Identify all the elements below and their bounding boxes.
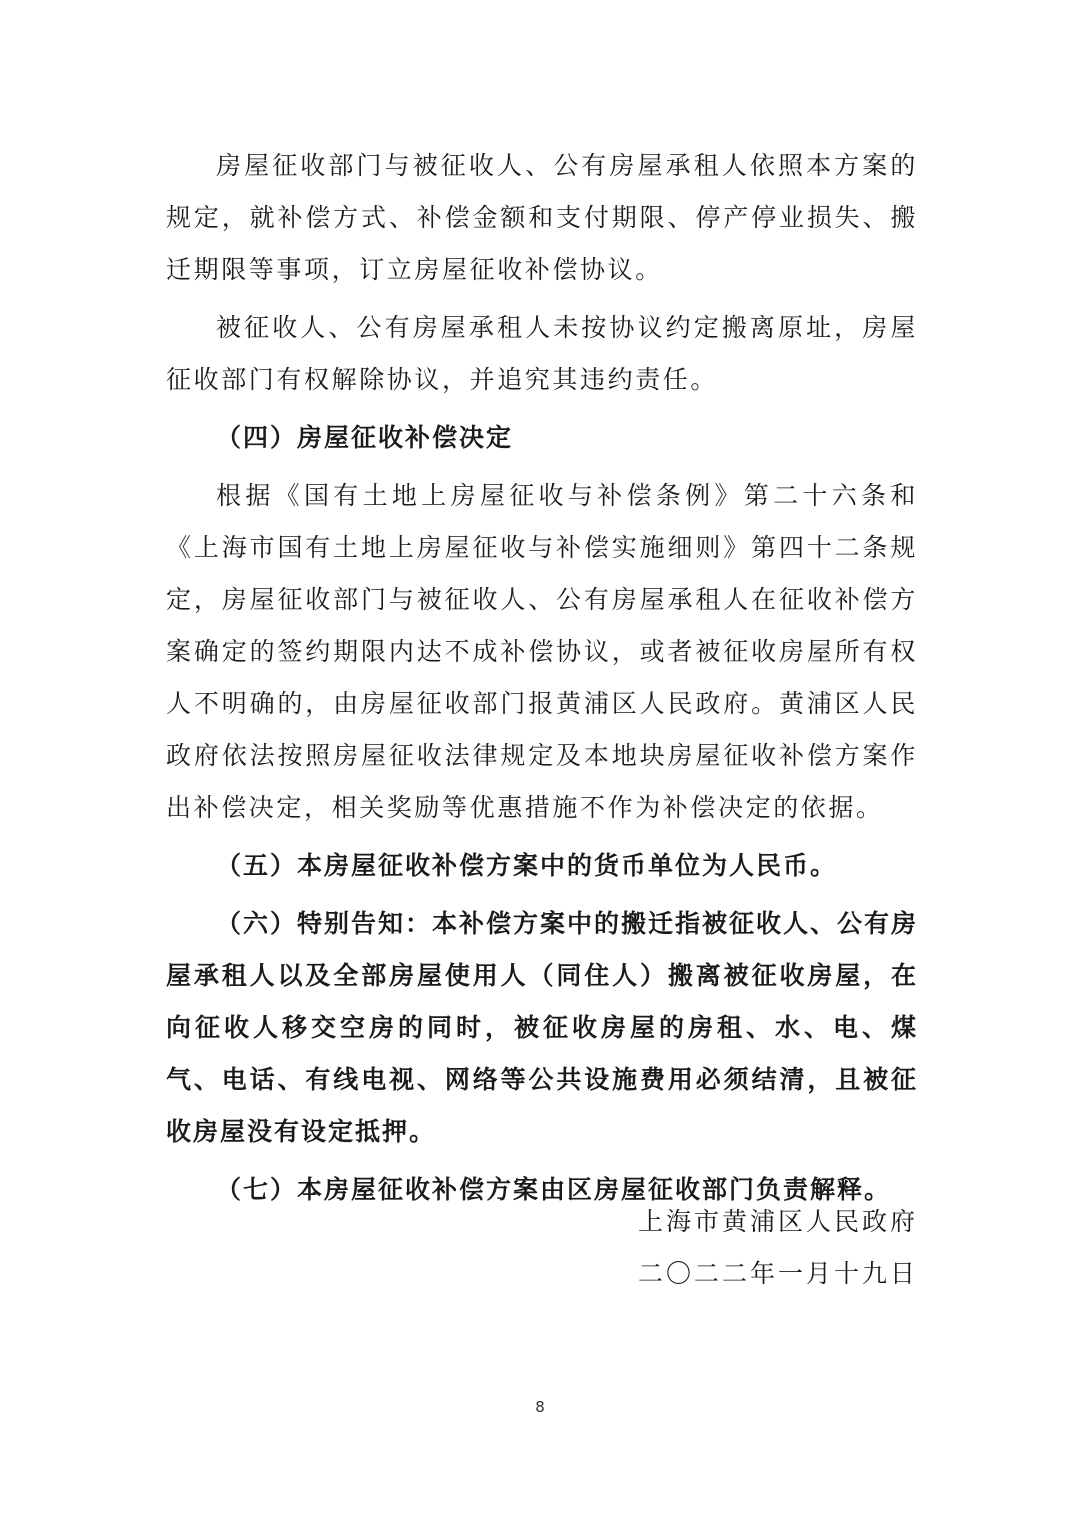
page-number: 8 xyxy=(535,1398,545,1416)
paragraph-breach: 被征收人、公有房屋承租人未按协议约定搬离原址，房屋征收部门有权解除协议，并追究其违约责任。 xyxy=(166,313,918,394)
issue-date: 二〇二二年一月十九日 xyxy=(637,1259,918,1288)
section-interpretation: （七）本房屋征收补偿方案由区房屋征收部门负责解释。 xyxy=(216,1175,892,1204)
document-body xyxy=(166,140,918,1216)
issuer-name: 上海市黄浦区人民政府 xyxy=(637,1207,918,1236)
signature-block xyxy=(638,1196,918,1300)
paragraph-decision-basis: 根据《国有土地上房屋征收与补偿条例》第二十六条和《上海市国有土地上房屋征收与补偿实施细则》第四十二条规定，房屋征收部门与被征收人、公有房屋承租人在征收补偿方案确定的签约期限内达不成补偿协议，或者被征收房屋所有权人不明确的，由房屋征收部门报黄浦区人民政府。黄浦区人民政府依法按照房屋征收法律规定及本地块房屋征收补偿方案作出补偿决定，相关奖励等优惠措施不作为补偿决定的依据。 xyxy=(166,481,918,822)
paragraph-agreement: 房屋征收部门与被征收人、公有房屋承租人依照本方案的规定，就补偿方式、补偿金额和支付期限、停产停业损失、搬迁期限等事项，订立房屋征收补偿协议。 xyxy=(166,151,918,284)
section-heading-compensation-decision: （四）房屋征收补偿决定 xyxy=(216,423,514,452)
section-special-notice: （六）特别告知：本补偿方案中的搬迁指被征收人、公有房屋承租人以及全部房屋使用人（同住人）搬离被征收房屋，在向征收人移交空房的同时，被征收房屋的房租、水、电、煤气、电话、有线电视、网络等公共设施费用必须结清，且被征收房屋没有设定抵押。 xyxy=(166,909,919,1146)
section-currency: （五）本房屋征收补偿方案中的货币单位为人民币。 xyxy=(216,851,838,880)
